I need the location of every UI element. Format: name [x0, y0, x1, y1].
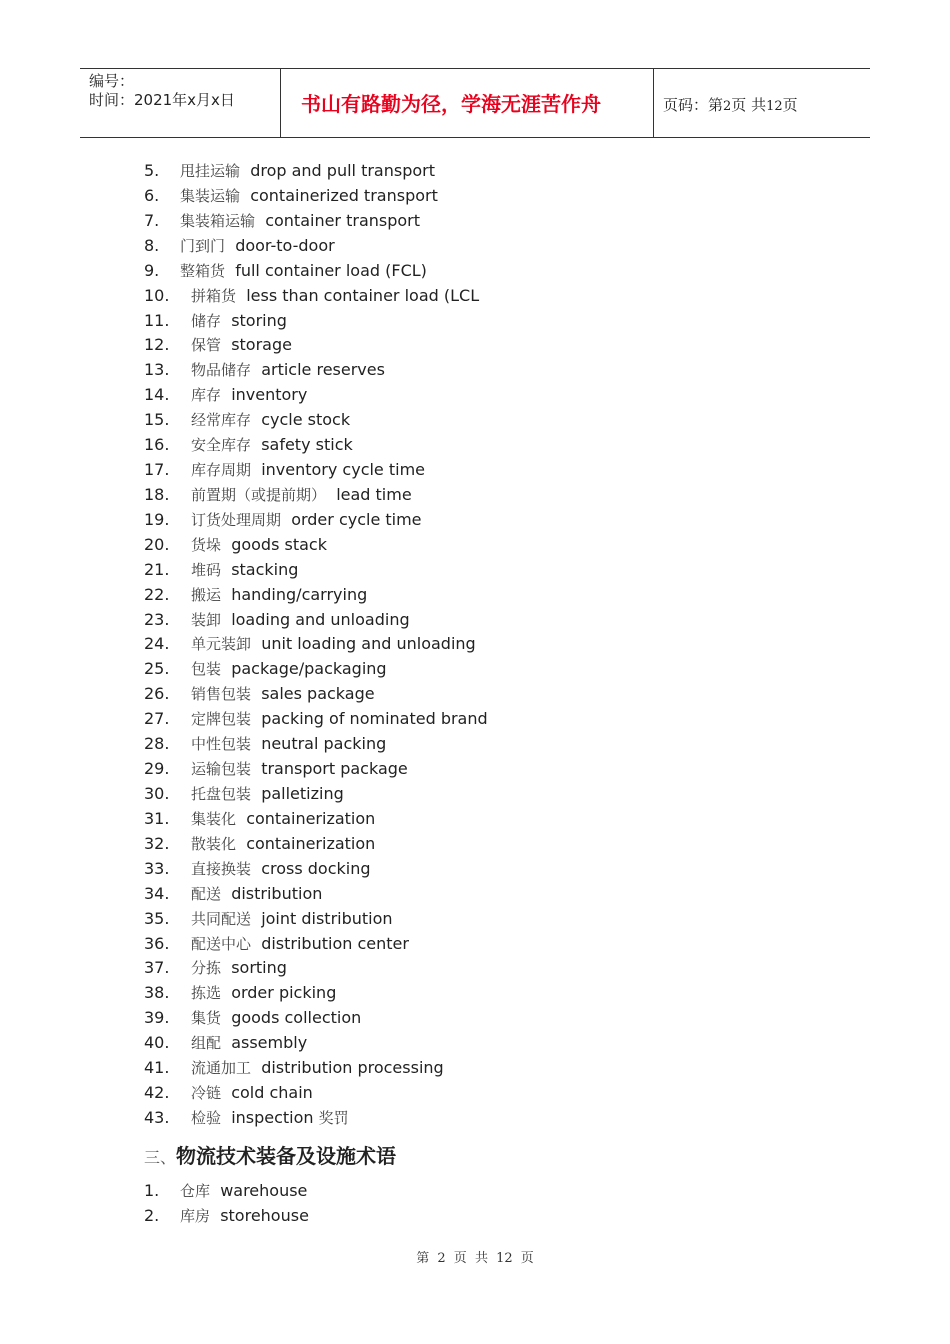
- term-chinese: 拼箱货: [191, 286, 237, 305]
- item-text: [191, 881, 322, 907]
- item-text: [180, 183, 438, 209]
- footer-post: 页: [520, 1251, 534, 1266]
- term-english: order picking: [231, 983, 337, 1003]
- item-text: [180, 258, 427, 284]
- term-english: safety stick: [261, 435, 353, 455]
- item-text: [180, 233, 335, 259]
- item-text: [191, 607, 410, 633]
- term-english: joint distribution: [261, 908, 393, 928]
- item-number: 10.: [144, 285, 170, 305]
- term-english: drop and pull transport: [250, 161, 435, 180]
- term-chinese: 配送中心: [191, 934, 252, 953]
- item-text: [180, 1178, 307, 1204]
- header-motto-cell: [281, 69, 654, 137]
- term-chinese: 甩挂运输: [180, 162, 241, 180]
- item-text: [191, 382, 307, 408]
- term-chinese: 装卸: [191, 610, 222, 629]
- term-chinese: 货垛: [191, 535, 222, 554]
- item-text: [191, 980, 336, 1006]
- term-chinese: 库存周期: [191, 461, 252, 480]
- page-current: 2: [723, 99, 732, 114]
- term-english: unit loading and unloading: [261, 634, 476, 654]
- item-text: [191, 806, 375, 832]
- term-english: sorting: [231, 958, 287, 978]
- item-text: [191, 582, 367, 608]
- term-english: cross docking: [261, 858, 371, 878]
- term-english: container transport: [265, 210, 421, 230]
- term-chinese: 集装化: [191, 809, 237, 828]
- term-chinese: 整箱货: [180, 261, 226, 280]
- footer-mid2: 共: [474, 1251, 488, 1266]
- term-chinese: 组配: [191, 1034, 222, 1053]
- item-text: [191, 482, 412, 508]
- term-english: distribution processing: [261, 1058, 444, 1078]
- term-chinese: 库存: [191, 386, 222, 405]
- item-number: 14.: [144, 385, 170, 405]
- term-english: full container load (FCL): [235, 260, 427, 280]
- term-english: stacking: [231, 559, 299, 579]
- item-text: [191, 731, 386, 757]
- header-meta-cell: [80, 69, 281, 137]
- term-chinese: 配送: [191, 884, 222, 903]
- term-english: distribution: [231, 883, 323, 903]
- section-title: 物流技术装备及设施术语: [176, 1144, 397, 1168]
- item-number: 22.: [144, 584, 170, 604]
- item-number: 30.: [144, 784, 170, 803]
- term-chinese: 集装运输: [180, 186, 241, 205]
- item-number: 31.: [144, 808, 170, 828]
- term-english: assembly: [231, 1033, 308, 1053]
- item-text: [191, 432, 353, 458]
- item-text: [191, 631, 476, 657]
- item-text: [191, 357, 385, 383]
- term-english: cold chain: [231, 1083, 313, 1103]
- item-number: 34.: [144, 883, 170, 903]
- term-chinese: 订货处理周期: [191, 510, 282, 529]
- item-text: [191, 332, 292, 358]
- term-english: storehouse: [220, 1206, 309, 1225]
- item-text: [191, 407, 350, 433]
- term-chinese: 检验: [191, 1108, 222, 1127]
- item-number: 35.: [144, 908, 170, 928]
- term-tail: 奖罚: [318, 1108, 349, 1127]
- item-number: 1.: [144, 1181, 160, 1200]
- term-english: loading and unloading: [231, 609, 410, 629]
- item-number: 37.: [144, 958, 170, 978]
- term-chinese: 集货: [191, 1009, 222, 1028]
- term-chinese: 冷链: [191, 1084, 222, 1103]
- term-english: palletizing: [261, 784, 344, 803]
- item-text: [191, 781, 344, 807]
- item-text: [191, 1105, 349, 1131]
- term-chinese: 安全库存: [191, 436, 252, 455]
- term-chinese: 保管: [191, 336, 222, 355]
- item-text: [191, 856, 371, 882]
- term-english: storage: [231, 335, 292, 355]
- section-number: 三、: [144, 1148, 177, 1167]
- item-text: [191, 706, 488, 732]
- item-text: [180, 158, 435, 184]
- term-chinese: 分拣: [191, 959, 222, 978]
- term-chinese: 仓库: [180, 1182, 211, 1200]
- term-english: containerization: [246, 833, 376, 853]
- term-english: storing: [231, 310, 287, 330]
- item-text: [191, 756, 408, 782]
- item-text: [180, 1203, 309, 1229]
- item-text: [180, 208, 420, 234]
- item-number: 7.: [144, 210, 160, 230]
- term-english: inventory cycle time: [261, 460, 426, 480]
- term-english: containerization: [246, 808, 376, 828]
- term-chinese: 散装化: [191, 834, 237, 853]
- item-number: 18.: [144, 484, 170, 504]
- item-number: 42.: [144, 1083, 170, 1103]
- term-chinese: 前置期（或提前期）: [191, 485, 327, 504]
- footer-mid1: 页: [453, 1251, 467, 1266]
- page-suffix: 页: [782, 96, 798, 114]
- item-number: 19.: [144, 509, 170, 529]
- term-english: lead time: [336, 484, 412, 504]
- page-total: 12: [766, 99, 783, 114]
- term-english: order cycle time: [291, 509, 422, 529]
- item-number: 40.: [144, 1033, 170, 1053]
- item-text: [191, 457, 425, 483]
- item-text: [191, 1005, 361, 1031]
- item-number: 5.: [144, 161, 160, 180]
- footer-page-total: 12: [496, 1251, 513, 1266]
- item-text: [191, 955, 287, 981]
- item-text: [191, 308, 287, 334]
- term-chinese: 堆码: [191, 560, 222, 579]
- item-text: [191, 1055, 444, 1081]
- item-number: 41.: [144, 1058, 170, 1078]
- item-number: 20.: [144, 534, 170, 554]
- term-english: inventory: [231, 385, 308, 405]
- item-number: 12.: [144, 335, 170, 355]
- item-number: 43.: [144, 1107, 170, 1127]
- term-chinese: 库房: [180, 1207, 211, 1225]
- term-chinese: 托盘包装: [191, 785, 252, 803]
- header-page-info: [663, 94, 798, 115]
- term-chinese: 运输包装: [191, 760, 252, 779]
- term-chinese: 单元装卸: [191, 635, 252, 654]
- term-english: containerized transport: [250, 185, 438, 205]
- term-english: cycle stock: [261, 410, 351, 430]
- term-english: goods stack: [231, 534, 327, 554]
- item-number: 13.: [144, 360, 170, 380]
- term-chinese: 共同配送: [191, 909, 252, 928]
- term-english: warehouse: [220, 1181, 308, 1200]
- term-chinese: 门到门: [180, 236, 226, 255]
- term-chinese: 物品储存: [191, 361, 252, 380]
- term-chinese: 拣选: [191, 984, 222, 1003]
- item-number: 8.: [144, 235, 160, 255]
- item-number: 29.: [144, 759, 170, 779]
- item-number: 6.: [144, 185, 160, 205]
- page-header: [80, 68, 870, 138]
- document-time-label: 时间：2021年x月x日: [89, 91, 235, 109]
- term-chinese: 搬运: [191, 585, 222, 604]
- term-english: handing/carrying: [231, 584, 368, 604]
- item-text: [191, 283, 479, 309]
- item-number: 24.: [144, 634, 170, 654]
- term-chinese: 定牌包装: [191, 710, 252, 729]
- term-english: packing of nominated brand: [261, 709, 488, 729]
- item-text: [191, 1030, 307, 1056]
- item-text: [191, 656, 387, 682]
- term-english: inspection: [231, 1107, 314, 1127]
- item-text: [191, 831, 375, 857]
- term-chinese: 直接换装: [191, 859, 252, 878]
- term-english: neutral packing: [261, 734, 387, 754]
- term-chinese: 经常库存: [191, 411, 252, 430]
- term-english: distribution center: [261, 933, 409, 953]
- term-english: sales package: [261, 684, 375, 704]
- term-english: door-to-door: [235, 235, 335, 255]
- item-text: [191, 931, 409, 957]
- term-chinese: 包装: [191, 660, 222, 679]
- item-number: 17.: [144, 460, 170, 480]
- document-number-label: 编号：: [89, 72, 135, 90]
- section-heading: [144, 1140, 396, 1169]
- item-number: 36.: [144, 933, 170, 953]
- item-text: [191, 507, 422, 533]
- term-chinese: 中性包装: [191, 735, 252, 754]
- item-number: 33.: [144, 858, 170, 878]
- item-text: [191, 906, 393, 932]
- item-text: [191, 681, 375, 707]
- item-number: 39.: [144, 1008, 170, 1028]
- item-number: 9.: [144, 260, 160, 280]
- page-prefix: 页码：第: [663, 96, 724, 114]
- term-chinese: 流通加工: [191, 1059, 252, 1078]
- term-english: transport package: [261, 759, 408, 779]
- term-english: article reserves: [261, 360, 385, 380]
- item-number: 23.: [144, 609, 170, 629]
- term-english: package/packaging: [231, 659, 387, 679]
- item-number: 2.: [144, 1206, 160, 1225]
- item-number: 16.: [144, 435, 170, 455]
- item-text: [191, 557, 298, 583]
- item-number: 25.: [144, 659, 170, 679]
- page-mid: 页 共: [731, 96, 767, 114]
- term-chinese: 集装箱运输: [180, 211, 256, 230]
- item-text: [191, 1080, 313, 1106]
- motto-text: 书山有路勤为径，学海无涯苦作舟: [301, 92, 601, 116]
- item-number: 21.: [144, 559, 170, 579]
- term-english: goods collection: [231, 1008, 362, 1028]
- item-number: 15.: [144, 410, 170, 430]
- item-number: 38.: [144, 983, 170, 1003]
- footer-pre: 第: [416, 1251, 430, 1266]
- header-page-cell: [654, 69, 870, 137]
- page-footer: [0, 1247, 950, 1266]
- term-chinese: 销售包装: [191, 685, 252, 704]
- item-text: [191, 532, 327, 558]
- footer-page-current: 2: [437, 1251, 446, 1266]
- item-number: 32.: [144, 833, 170, 853]
- term-english: less than container load (LCL: [246, 285, 480, 305]
- item-number: 27.: [144, 709, 170, 729]
- term-chinese: 储存: [191, 311, 222, 330]
- item-number: 28.: [144, 734, 170, 754]
- item-number: 26.: [144, 684, 170, 704]
- item-number: 11.: [144, 310, 170, 330]
